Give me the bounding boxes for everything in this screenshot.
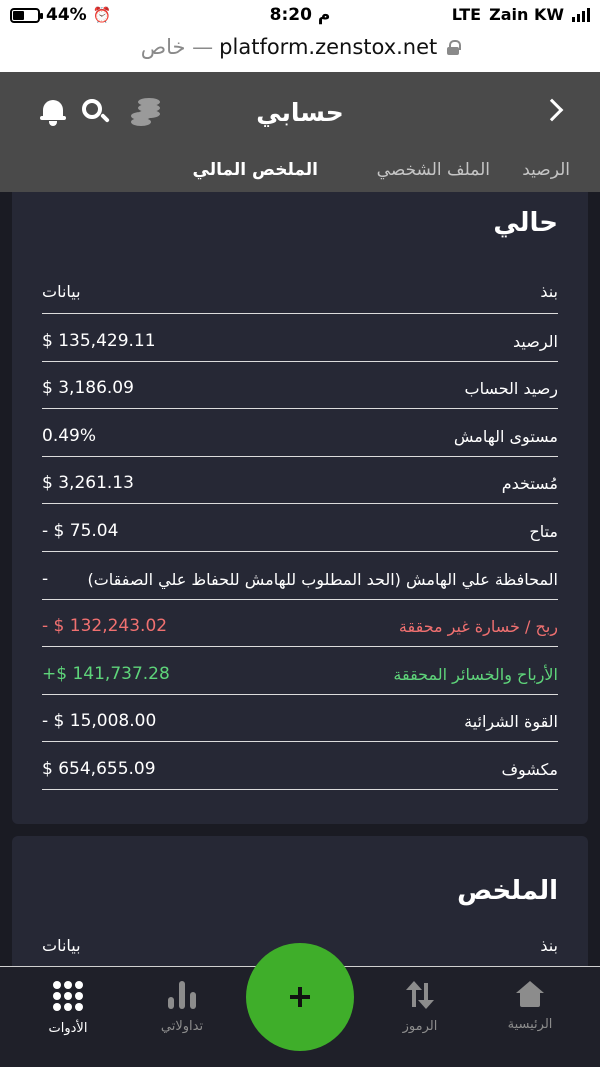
- current-card: [12, 192, 588, 824]
- table-row: [42, 742, 558, 790]
- page-title: حسابي: [256, 98, 344, 127]
- row-value: - $ 75.04: [42, 520, 119, 541]
- nav-tools[interactable]: [28, 981, 108, 1036]
- current-table: [42, 278, 558, 790]
- nav-label: الرموز: [402, 1019, 438, 1034]
- row-label: المحافظة علي الهامش (الحد المطلوب للهامش للحفاظ علي الصفقات): [87, 569, 558, 589]
- status-bar: [0, 0, 600, 34]
- row-label: الأرباح والخسائر المحققة: [393, 664, 558, 684]
- row-label: القوة الشرائية: [464, 712, 558, 732]
- card-title: الملخص: [457, 876, 558, 906]
- nav-label: الأدوات: [48, 1021, 88, 1036]
- swap-arrows-icon: [404, 981, 436, 1009]
- table-row: [42, 695, 558, 743]
- private-label: خاص —: [140, 35, 214, 59]
- table-row: [42, 504, 558, 552]
- home-icon: [516, 981, 544, 1007]
- url-host: platform.zenstox.net: [219, 35, 438, 59]
- table-row: [42, 457, 558, 505]
- row-value: $ 654,655.09: [42, 758, 156, 779]
- tab-profile[interactable]: الملف الشخصي: [376, 160, 490, 180]
- row-label: مكشوف: [501, 759, 558, 779]
- url-bar[interactable]: [0, 34, 600, 72]
- header-item: بنذ: [540, 936, 558, 955]
- row-label: رصيد الحساب: [464, 379, 558, 399]
- table-row: [42, 552, 558, 600]
- table-row: [42, 409, 558, 457]
- row-value: +$ 141,737.28: [42, 663, 170, 684]
- nav-label: تداولاتي: [160, 1019, 204, 1034]
- app-header: [0, 72, 600, 192]
- row-value: -: [42, 568, 49, 589]
- network-type: LTE: [451, 5, 482, 24]
- grid-icon: [53, 981, 83, 1011]
- card-title: حالي: [493, 208, 558, 238]
- row-label: متاح: [529, 521, 558, 541]
- row-value: - $ 132,243.02: [42, 616, 168, 637]
- carrier-name: Zain KW: [489, 5, 564, 24]
- row-label: ربح / خسارة غير محققة: [398, 617, 558, 637]
- row-value: $ 135,429.11: [42, 330, 156, 351]
- nav-trades[interactable]: [142, 981, 222, 1034]
- row-label: مُستخدم: [501, 474, 558, 494]
- row-label: مستوى الهامش: [453, 426, 558, 446]
- nav-symbols[interactable]: [380, 981, 460, 1034]
- table-body: [42, 314, 558, 790]
- signal-icon: [572, 8, 590, 22]
- header-data: بيانات: [42, 282, 81, 301]
- tab-balance[interactable]: الرصيد: [522, 160, 570, 180]
- row-value: $ 3,186.09: [42, 378, 134, 399]
- row-value: 0.49%: [42, 425, 97, 446]
- add-button[interactable]: [246, 943, 354, 1051]
- battery-percent: 44%: [46, 5, 87, 25]
- lock-icon: [447, 40, 459, 55]
- tab-bar: [0, 160, 600, 192]
- table-header: [42, 278, 558, 314]
- table-row: [42, 647, 558, 695]
- table-row: [42, 362, 558, 410]
- bar-chart-icon: [166, 981, 198, 1009]
- table-row: [42, 314, 558, 362]
- tab-financial-summary[interactable]: الملخص المالي: [192, 160, 318, 180]
- url-content: [141, 35, 460, 59]
- status-time: 8:20 م: [269, 5, 331, 25]
- status-right: [452, 5, 590, 24]
- row-value: $ 3,261.13: [42, 473, 134, 494]
- row-label: الرصيد: [513, 331, 558, 351]
- alarm-icon: ⏰: [92, 6, 112, 24]
- nav-home[interactable]: [490, 981, 570, 1032]
- header-data: بيانات: [42, 936, 81, 955]
- table-row: [42, 600, 558, 648]
- nav-label: الرئيسية: [507, 1017, 553, 1032]
- header-item: بنذ: [540, 282, 558, 301]
- row-value: - $ 15,008.00: [42, 711, 157, 732]
